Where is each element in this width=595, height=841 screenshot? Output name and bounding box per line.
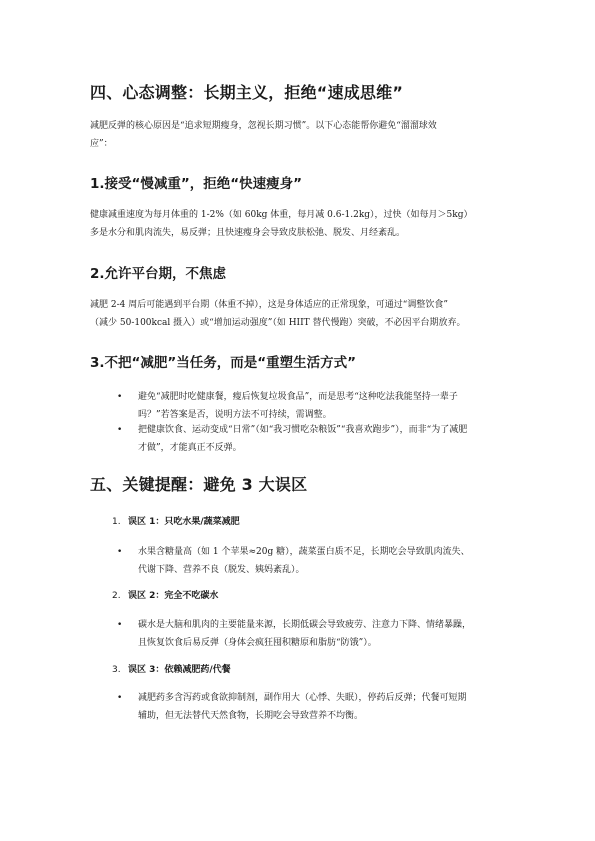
bullet-item: [138, 388, 510, 424]
mistake-title: 误区 1：只吃水果/蔬菜减肥: [128, 517, 240, 527]
bullet-glyph: •: [117, 392, 123, 402]
item-2-heading: 2.允许平台期，不焦虑: [90, 266, 227, 282]
bullet-line: 避免“减肥时吃健康餐，瘦后恢复垃圾食品”，而是思考“这种吃法我能坚持一辈子: [138, 392, 458, 402]
bullet-item: [138, 421, 510, 457]
bullet-line: 才做”，才能真正不反弹。: [138, 443, 242, 453]
bullet-glyph: •: [117, 620, 123, 630]
body-line: 健康减重速度为每月体重的 1-2%（如 60kg 体重，每月减 0.6-1.2kg），过快（如每月＞5kg）: [90, 210, 473, 220]
body-line: 减肥 2-4 周后可能遇到平台期（体重不掉），这是身体适应的正常现象，可通过“调整饮食”: [90, 300, 448, 310]
bullet-line: 碳水是大脑和肌肉的主要能量来源，长期低碳会导致疲劳、注意力下降、情绪暴躁，: [138, 620, 472, 630]
item-1-heading: 1.接受“慢减重”，拒绝“快速瘦身”: [90, 176, 303, 192]
body-line: （减少 50-100kcal 摄入）或“增加运动强度”（如 HIIT 替代慢跑）突破，不必因平台期放弃。: [90, 318, 466, 328]
mistake-number: 2.: [112, 591, 121, 601]
bullet-line: 辅助，但无法替代天然食物，长期吃会导致营养不均衡。: [138, 711, 364, 721]
intro-line: 应”：: [90, 139, 113, 149]
item-3-heading: 3.不把“减肥”当任务，而是“重塑生活方式”: [90, 355, 357, 371]
bullet-line: 减肥药多含泻药或食欲抑制剂，副作用大（心悸、失眠），停药后反弹；代餐可短期: [138, 693, 467, 703]
bullet-line: 吗？”若答案是否，说明方法不可持续，需调整。: [138, 410, 332, 420]
bullet-glyph: •: [117, 693, 123, 703]
section-5-heading: 五、关键提醒：避免 3 大误区: [90, 475, 308, 494]
mistake-number: 1.: [112, 517, 121, 527]
bullet-glyph: •: [117, 425, 123, 435]
bullet-line: 水果含糖量高（如 1 个苹果≈20g 糖），蔬菜蛋白质不足，长期吃会导致肌肉流失、: [138, 547, 470, 557]
item-1-body: [90, 206, 510, 242]
bullet-glyph: •: [117, 547, 123, 557]
mistake-title: 误区 3：依赖减肥药/代餐: [128, 665, 231, 675]
bullet-line: 把健康饮食、运动变成“日常”（如“我习惯吃杂粮饭”“我喜欢跑步”），而非“为了减肥: [138, 425, 468, 435]
mistake-number: 3.: [112, 665, 121, 675]
section-4-heading: 四、心态调整：长期主义，拒绝“速成思维”: [90, 83, 404, 102]
bullet-line: 代谢下降、营养不良（脱发、姨妈紊乱）。: [138, 565, 305, 575]
mistake-description: [138, 689, 510, 725]
mistake-title: 误区 2：完全不吃碳水: [128, 591, 219, 601]
mistake-description: [138, 543, 510, 579]
intro-line: 减肥反弹的核心原因是“追求短期瘦身，忽视长期习惯”。以下心态能帮你避免“溜溜球效: [90, 121, 437, 131]
mistake-description: [138, 616, 510, 652]
bullet-line: 且恢复饮食后易反弹（身体会疯狂囤积糖原和脂肪“防饿”）。: [138, 638, 377, 648]
body-line: 多是水分和肌肉流失，易反弹；且快速瘦身会导致皮肤松弛、脱发、月经紊乱。: [90, 228, 406, 238]
section-4-intro: [90, 117, 510, 153]
item-2-body: [90, 296, 510, 332]
